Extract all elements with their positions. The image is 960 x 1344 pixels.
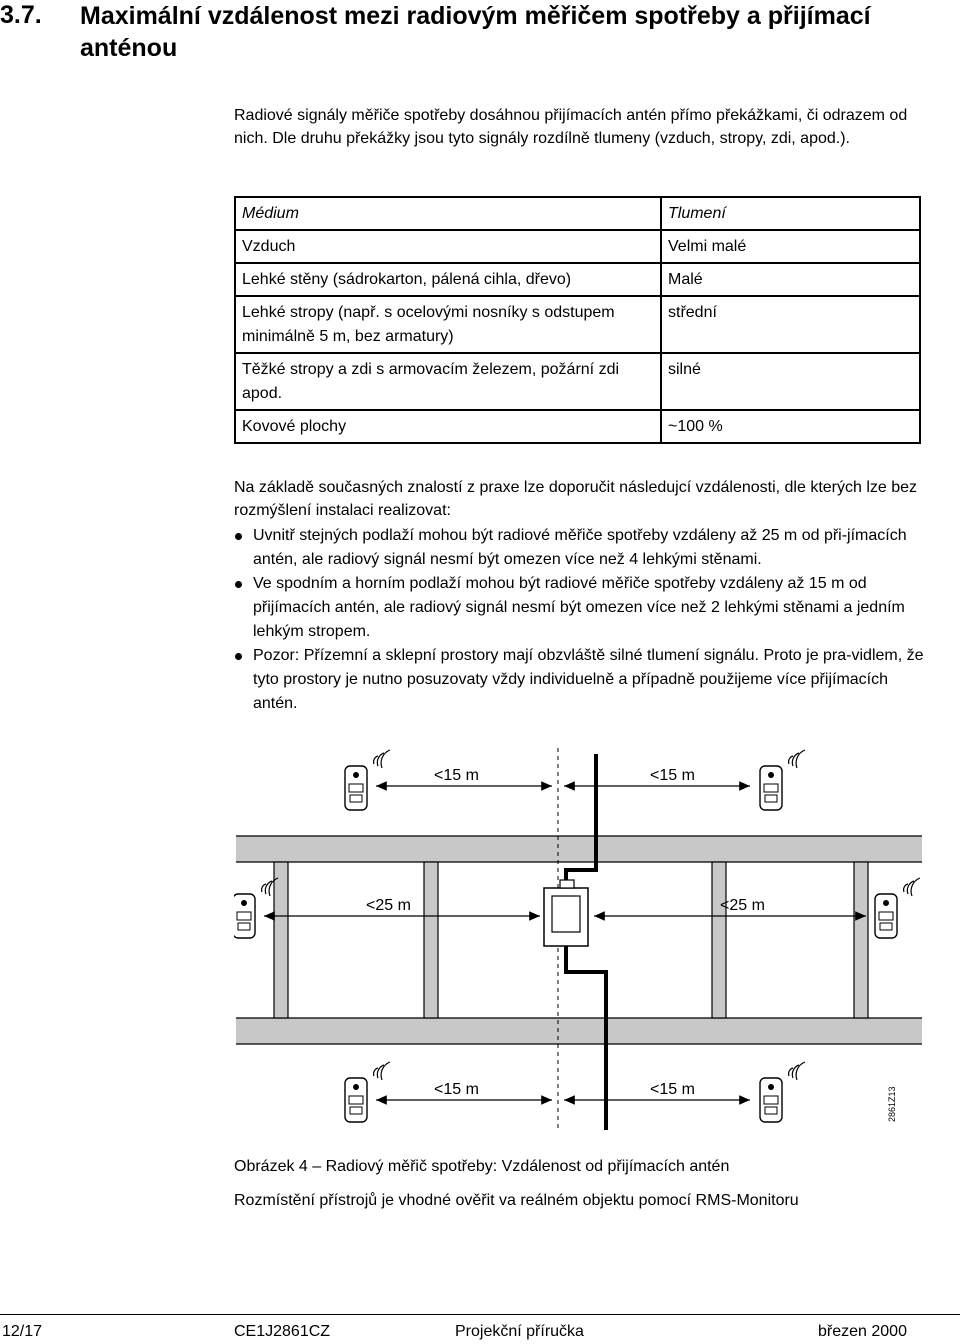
receiver-antenna-icon — [544, 880, 588, 946]
label-mid-right: <25 m — [720, 897, 765, 914]
intro-paragraph: Radiové signály měřiče spotřeby dosáhnou přijímacích antén přímo překážkami, či odrazem od nich. Dle druhu překážky jsou tyto signály rozdílně tlumeny (vzduch, stropy, zdi, apod.). — [234, 107, 908, 147]
cell-damping: Velmi malé — [661, 230, 920, 263]
table-header-row — [235, 197, 920, 230]
label-bottom-right: <15 m — [650, 1081, 695, 1098]
list-item — [234, 644, 934, 716]
upper-floor-slab — [236, 836, 922, 862]
cell-damping: Malé — [661, 263, 920, 296]
bullet-icon — [235, 653, 242, 660]
label-bottom-left: <15 m — [434, 1081, 479, 1098]
header-damping: Tlumení — [661, 197, 920, 230]
cell-medium: Těžké stropy a zdi s armovacím železem, požární zdi apod. — [235, 353, 661, 410]
list-item-text: Pozor: Přízemní a sklepní prostory mají obzvláště silné tlumení signálu. Proto je pra-vidlem, že tyto prostory je nutno posuzovaty vždy individuelně a případně použijeme více přijímacích antén. — [253, 647, 924, 712]
label-mid-left: <25 m — [366, 897, 411, 914]
footer-manual-title: Projekční příručka — [455, 1323, 584, 1340]
meter-bottom-right-icon — [760, 1062, 805, 1122]
list-item — [234, 524, 934, 572]
cell-medium: Lehké stropy (např. s ocelovými nosníky s odstupem minimálně 5 m, bez armatury) — [235, 296, 661, 353]
verification-note: Rozmístění přístrojů je vhodné ověřit va reálném objektu pomocí RMS-Monitoru — [234, 1192, 799, 1209]
lower-floor-slab — [236, 1018, 922, 1044]
cell-damping: střední — [661, 296, 920, 353]
list-item — [234, 572, 934, 644]
meter-mid-right-icon — [875, 878, 920, 938]
cell-damping: ~100 % — [661, 410, 920, 443]
cell-medium: Lehké stěny (sádrokarton, pálená cihla, dřevo) — [235, 263, 661, 296]
bullet-icon — [235, 533, 242, 540]
footer-date: březen 2000 — [818, 1323, 907, 1340]
recommendation-paragraph: Na základě současných znalostí z praxe lze doporučit následujcí vzdálenosti, dle kterých lze bez rozmýšlení instalaci realizovat: — [234, 479, 918, 519]
meter-bottom-left-icon — [345, 1062, 390, 1122]
table-row — [235, 410, 920, 443]
table-row — [235, 230, 920, 263]
header-medium: Médium — [235, 197, 661, 230]
cell-medium: Kovové plochy — [235, 410, 661, 443]
meter-mid-left-icon — [234, 878, 278, 938]
page-footer — [0, 1314, 960, 1344]
figure-code: 2861Z13 — [887, 1086, 897, 1122]
figure-caption: Obrázek 4 – Radiový měřič spotřeby: Vzdálenost od přijímacích antén — [234, 1158, 730, 1175]
footer-page-number: 12/17 — [2, 1323, 43, 1340]
section-title: Maximální vzdálenost mezi radiovým měřičem spotřeby a přijímací anténou — [80, 2, 871, 62]
bullet-icon — [235, 581, 242, 588]
recommendation-list — [234, 524, 934, 716]
table-row — [235, 296, 920, 353]
meter-top-right-icon — [760, 750, 805, 810]
distance-diagram — [234, 740, 924, 1140]
meter-top-left-icon — [345, 750, 390, 810]
label-top-right: <15 m — [650, 767, 695, 784]
footer-document-id: CE1J2861CZ — [234, 1323, 331, 1340]
label-top-left: <15 m — [434, 767, 479, 784]
damping-table — [234, 196, 921, 444]
cell-medium: Vzduch — [235, 230, 661, 263]
list-item-text: Uvnitř stejných podlaží mohou být radiové měřiče spotřeby vzdáleny až 25 m od při-jímacích antén, ale radiový signál nesmí být omezen více než 4 lehkými stěnami. — [253, 527, 907, 568]
section-number: 3.7. — [0, 1, 42, 29]
list-item-text: Ve spodním a horním podlaží mohou být radiové měřiče spotřeby vzdáleny až 15 m od přijímacích antén, ale radiový signál nesmí být omezen více než 2 lehkými stěnami a jedním lehkým stropem. — [253, 575, 905, 640]
cell-damping: silné — [661, 353, 920, 410]
table-row — [235, 263, 920, 296]
table-row — [235, 353, 920, 410]
